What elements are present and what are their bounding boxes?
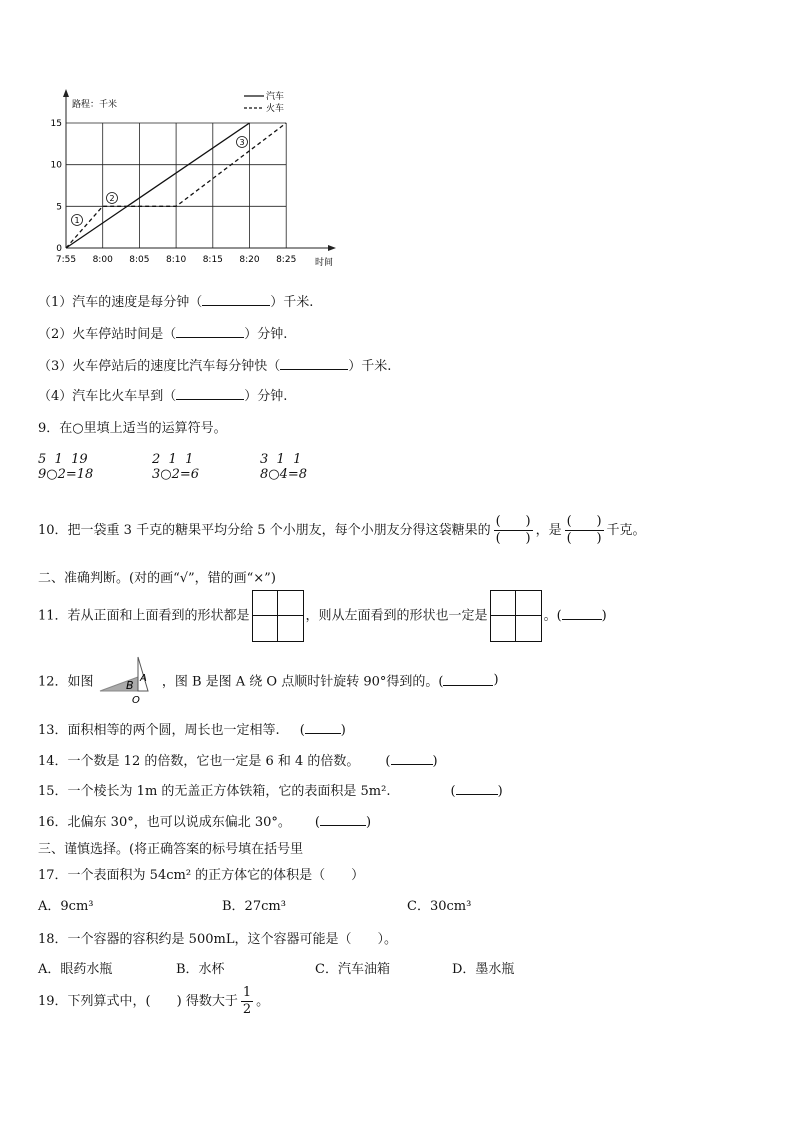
x-tick-label: 8:10 [165, 255, 187, 265]
q8-sub4: （4）汽车比火车早到（ ）分钟. [38, 389, 288, 404]
q15: 15．一个棱长为 1m 的无盖正方体铁箱，它的表面积是 5m². ( ) [38, 784, 503, 799]
y-tick-label: 0 [56, 244, 62, 254]
y-tick-label: 5 [56, 202, 62, 213]
x-tick-label: 7:55 [55, 255, 77, 265]
fraction-blank-1[interactable]: $\frac{( )}{( )}$ [495, 514, 531, 546]
y-tick-label: 15 [50, 119, 62, 129]
x-tick-label: 8:05 [129, 255, 150, 265]
q18-option-d[interactable]: D．墨水瓶 [452, 962, 515, 977]
x-tick-label: 8:00 [92, 255, 113, 265]
x-tick-label: 8:25 [276, 255, 297, 265]
chart-axes [63, 89, 336, 251]
x-tick-label: 8:15 [202, 255, 223, 265]
answer-blank[interactable] [456, 783, 498, 795]
q17-option-c[interactable]: C．30cm³ [407, 899, 472, 914]
svg-text:A: A [139, 673, 147, 684]
q17-text: 17．一个表面积为 54cm² 的正方体它的体积是（ ） [38, 868, 365, 883]
y-axis-label: 路程：千米 [72, 100, 118, 110]
q18-option-c[interactable]: C．汽车油箱 [315, 962, 390, 977]
q12: 12．如图 B A O ，图 B 是图 A 绕 O 点顺时针旋转 90°得到的。( ) [38, 655, 499, 705]
svg-text:B: B [125, 679, 134, 692]
answer-blank[interactable] [202, 294, 270, 306]
answer-blank[interactable] [176, 326, 244, 338]
q8-sub2: （2）火车停站时间是（ ）分钟. [38, 327, 288, 342]
q9-expr-2: 2 1 1 3○2=6 [152, 452, 200, 482]
answer-blank[interactable] [176, 388, 244, 400]
q10: 10．把一袋重 3 千克的糖果平均分给 5 个小朋友，每个小朋友分得这袋糖果的 $\frac{( )}{( )}$ ，是 $\frac{( )}{( )}$ 千克。 [38, 514, 646, 546]
x-axis-arrow [328, 245, 336, 251]
annotation-label: 1 [74, 216, 80, 225]
section-2-heading: 二、准确判断。(对的画“√”，错的画“×”) [38, 571, 276, 586]
q11: 11．若从正面和上面看到的形状都是 ，则从左面看到的形状也一定是 。( ) [38, 590, 607, 642]
q9-expr-1: 5 1 19 9○2=18 [38, 452, 94, 482]
rotation-figure [98, 655, 158, 705]
answer-blank[interactable] [305, 722, 341, 734]
q13: 13．面积相等的两个圆，周长也一定相等. ( ) [38, 723, 346, 738]
q17-option-b[interactable]: B．27cm³ [222, 899, 286, 914]
fraction-one-half: $\frac{1}{2}$ [242, 985, 252, 1017]
annotation-label: 3 [239, 138, 245, 147]
legend-label: 火车 [266, 104, 285, 114]
y-axis-arrow [63, 89, 69, 97]
distance-time-chart [30, 85, 350, 270]
q8-sub1: （1）汽车的速度是每分钟（ ）千米. [38, 295, 314, 310]
series-line-car [66, 123, 250, 248]
q18-option-a[interactable]: A．眼药水瓶 [38, 962, 113, 977]
legend-label: 汽车 [266, 92, 285, 102]
q19: 19．下列算式中，( ) 得数大于 $\frac{1}{2}$ 。 [38, 985, 270, 1017]
fraction-blank-2[interactable]: $\frac{( )}{( )}$ [566, 514, 602, 546]
answer-blank[interactable] [280, 358, 348, 370]
q16: 16．北偏东 30°，也可以说成东偏北 30°。 ( ) [38, 815, 372, 830]
q9-expr-3: 3 1 1 8○4=8 [260, 452, 308, 482]
annotation-label: 2 [109, 194, 115, 203]
section-3-heading: 三、谨慎选择。(将正确答案的标号填在括号里 [38, 842, 304, 857]
x-axis-label: 时间 [315, 258, 334, 268]
q8-sub3: （3）火车停站后的速度比汽车每分钟快（ ）千米. [38, 359, 392, 374]
q18-option-b[interactable]: B．水杯 [176, 962, 225, 977]
answer-blank[interactable] [562, 608, 602, 620]
chart-labels [51, 90, 333, 268]
q14: 14．一个数是 12 的倍数，它也一定是 6 和 4 的倍数。 ( ) [38, 754, 438, 769]
answer-blank[interactable] [443, 674, 493, 686]
y-tick-label: 10 [50, 160, 62, 171]
q18-text: 18．一个容器的容积约是 500mL，这个容器可能是（ ）。 [38, 932, 397, 947]
chart-grid [66, 123, 286, 248]
svg-text:O: O [131, 695, 140, 705]
q17-option-a[interactable]: A．9cm³ [38, 899, 94, 914]
x-tick-label: 8:20 [239, 255, 260, 265]
answer-blank[interactable] [391, 753, 433, 765]
answer-blank[interactable] [320, 814, 366, 826]
q9-text: 9．在○里填上适当的运算符号。 [38, 421, 227, 436]
four-square-grid-figure [490, 590, 542, 642]
four-square-grid-figure [252, 590, 304, 642]
